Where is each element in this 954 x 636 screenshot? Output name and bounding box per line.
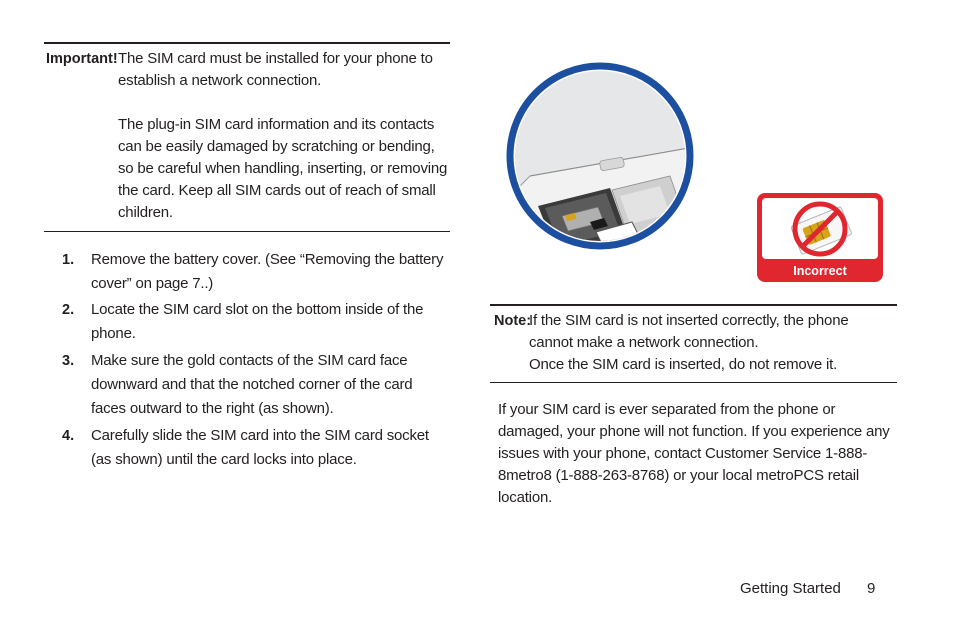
step-text: Locate the SIM card slot on the bottom inside of the phone. [91, 301, 424, 342]
step-text: Remove the battery cover. (See “Removing the battery cover” on page 7..) [91, 251, 444, 292]
important-top-rule [44, 42, 450, 44]
note-line: Once the SIM card is inserted, do not remove it. [529, 356, 838, 373]
important-paragraph-2: The plug-in SIM card information and its contacts can be easily damaged by scratching or bending, so be careful when handling, inserting, or removing the card. Keep all SIM cards out of reach of small children. [118, 116, 448, 221]
step-text: Make sure the gold contacts of the SIM card face downward and that the notched corner of the card faces outward to the right (as shown). [91, 352, 413, 417]
support-paragraph: If your SIM card is ever separated from the phone or damaged, your phone will not function. If you experience any issues with your phone, contact Customer Service 1-888-8metro8 (1-888-263-8768) or your local metroPCS retail location. [498, 401, 890, 506]
footer-section-title: Getting Started [740, 580, 841, 597]
step-number: 3. [62, 353, 75, 369]
step-text: Carefully slide the SIM card into the SIM card socket (as shown) until the card locks into place. [91, 427, 429, 468]
step-number: 1. [62, 252, 75, 268]
note-bottom-rule [490, 382, 897, 383]
note-top-rule [490, 304, 897, 306]
important-label: Important! [46, 51, 118, 67]
note-label: Note: [494, 313, 532, 329]
note-line: cannot make a network connection. [529, 334, 759, 351]
sim-insertion-illustration [500, 56, 700, 256]
important-bottom-rule [44, 231, 450, 232]
footer-page-number: 9 [867, 580, 876, 597]
step-number: 2. [62, 302, 75, 318]
incorrect-orientation-badge [756, 192, 884, 283]
incorrect-label: Incorrect [793, 264, 847, 278]
note-line: If the SIM card is not inserted correctly, the phone [529, 312, 849, 329]
important-paragraph-1: The SIM card must be installed for your phone to establish a network connection. [118, 50, 433, 89]
step-number: 4. [62, 428, 75, 444]
